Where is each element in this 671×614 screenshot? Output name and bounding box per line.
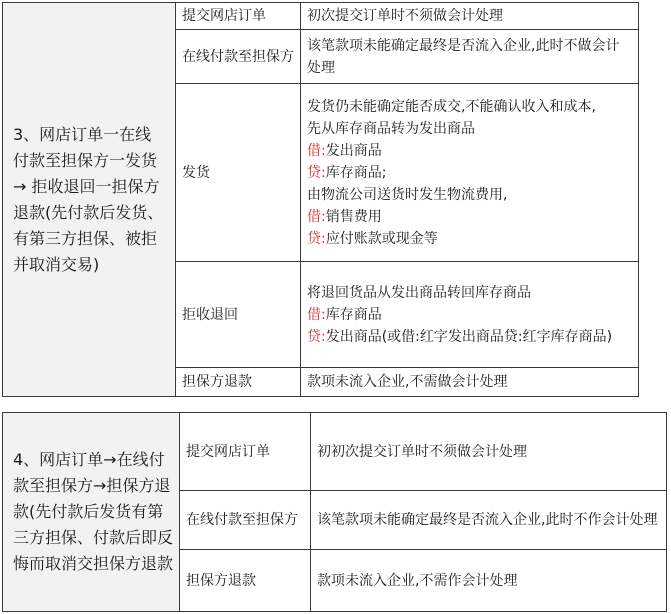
- table-3-row4-desc-cell: [300, 261, 639, 368]
- table-4-row1-label-cell: [179, 412, 311, 491]
- row-label: 发货: [182, 164, 210, 181]
- credit-line: 贷:应付账款或现金等: [307, 230, 438, 247]
- debit-prefix: 借:: [307, 306, 326, 323]
- debit-line: 借:发出商品: [307, 142, 382, 159]
- debit-prefix: 借:: [307, 208, 326, 225]
- row-desc: 款项未流入企业,不需作会计处理: [317, 572, 518, 589]
- table-3-row5-label-cell: [175, 367, 301, 397]
- row-desc: 该笔款项未能确定最终是否流入企业,此时不作会计处理: [317, 512, 658, 528]
- desc-line: 发货仍未能确定能否成交,不能确认收入和成本,: [307, 98, 596, 115]
- debit-line: 借:销售费用: [307, 208, 382, 225]
- credit-prefix: 贷:: [307, 164, 326, 181]
- table-4-row3-label-cell: [179, 549, 311, 612]
- table-4-row2-label-cell: [179, 490, 311, 550]
- table-3-title-cell: [2, 2, 176, 397]
- row-desc: 该笔款项未能确定最终是否流入企业,此时不做会计处理: [307, 37, 620, 76]
- desc-line: 先从库存商品转为发出商品: [307, 120, 475, 137]
- table-3-row1-desc-cell: [300, 2, 639, 30]
- row-desc: 款项未流入企业,不需做会计处理: [307, 374, 508, 390]
- table-3-row4-label-cell: [175, 261, 301, 368]
- table-3-row3-label-cell: [175, 83, 301, 262]
- row-label: 担保方退款: [186, 572, 256, 589]
- credit-prefix: 贷:: [307, 230, 326, 247]
- table-4-title-cell: [2, 412, 180, 612]
- table-3-row2-desc-cell: [300, 29, 639, 84]
- table-3-row3-desc-cell: [300, 83, 639, 262]
- credit-line: 贷:发出商品(或借:红字发出商品贷:红字库存商品): [307, 328, 613, 345]
- row-desc: 初次提交订单时不须做会计处理: [307, 8, 503, 24]
- table-3-title: 3、网店订单一在线付款至担保方一发货→ 拒收退回一担保方退款(先付款后发货、有第三方担保、被拒并取消交易): [13, 124, 164, 274]
- row-label: 在线付款至担保方: [186, 512, 298, 528]
- credit-prefix: 贷:: [307, 328, 326, 345]
- table-4-row1-desc-cell: [310, 412, 667, 491]
- row-label: 提交网店订单: [182, 8, 266, 24]
- debit-line: 借:库存商品: [307, 306, 382, 323]
- table-3-row1-label-cell: [175, 2, 301, 30]
- debit-prefix: 借:: [307, 142, 326, 159]
- row-label: 担保方退款: [182, 374, 252, 390]
- table-4-title: 4、网店订单→在线付款至担保方→担保方退款(先付款后发货有第三方担保、付款后即反悔而取消交担保方退款: [13, 450, 174, 573]
- table-4-row2-desc-cell: [310, 490, 667, 550]
- table-4-row3-desc-cell: [310, 549, 667, 612]
- row-desc: 初初次提交订单时不须做会计处理: [317, 443, 527, 460]
- row-label: 提交网店订单: [186, 443, 270, 460]
- row-label: 拒收退回: [182, 306, 238, 323]
- credit-line: 贷:库存商品;: [307, 164, 387, 181]
- desc-line: 由物流公司送货时发生物流费用,: [307, 186, 508, 203]
- table-3-row2-label-cell: [175, 29, 301, 84]
- row-label: 在线付款至担保方: [182, 48, 294, 65]
- table-3-row5-desc-cell: [300, 367, 639, 397]
- desc-line: 将退回货品从发出商品转回库存商品: [307, 284, 531, 301]
